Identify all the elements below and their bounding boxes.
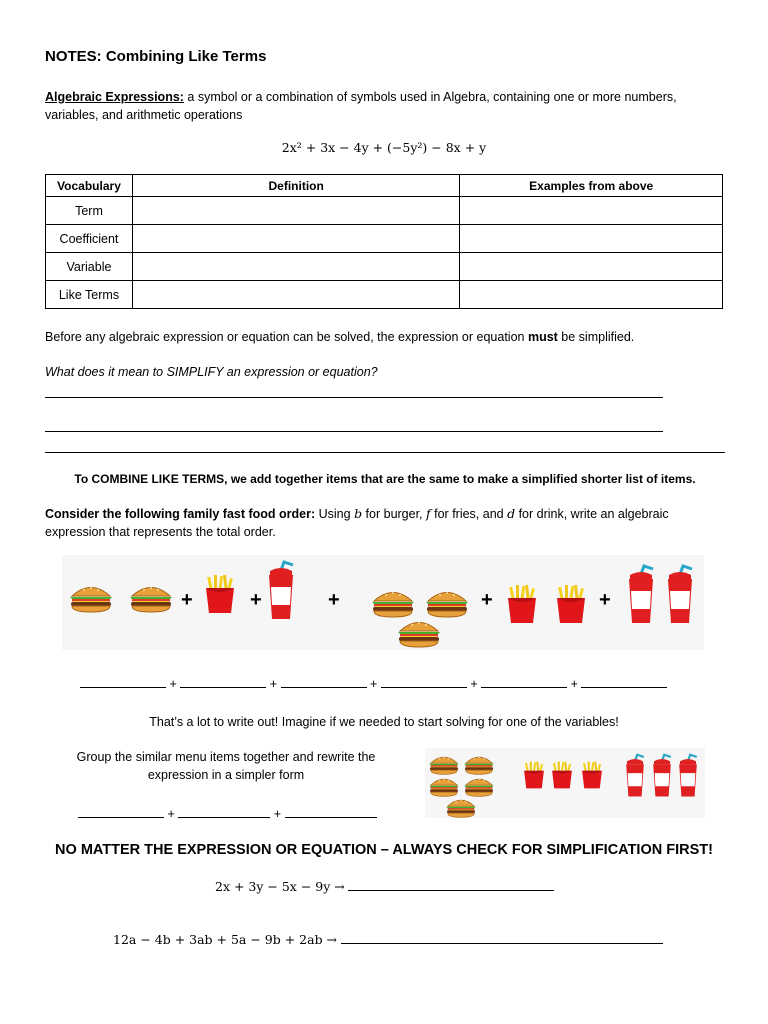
burger-icon <box>463 776 495 797</box>
drink-icon <box>626 562 656 628</box>
lot-to-write-text: That’s a lot to write out! Imagine if we needed to start solving for one of the variables! <box>149 715 619 729</box>
definition-cell[interactable] <box>132 253 459 281</box>
table-header-row <box>46 175 723 197</box>
vocabulary-term: Variable <box>46 253 133 281</box>
drink-icon <box>677 752 699 800</box>
prompt-text: Using <box>315 507 355 521</box>
prompt-text: for burger, <box>362 507 427 521</box>
answer-blank[interactable] <box>281 687 367 688</box>
answer-blank[interactable] <box>180 687 266 688</box>
fries-icon <box>554 583 588 625</box>
fast-food-prompt <box>45 505 725 541</box>
burger-icon <box>128 583 174 613</box>
burger-icon <box>428 754 460 775</box>
answer-blank[interactable] <box>381 687 467 688</box>
burger-icon <box>396 618 442 648</box>
plus-sign: + <box>599 589 611 611</box>
table-row <box>46 281 723 309</box>
group-instruction: Group the similar menu items together and rewrite the expression in a simpler form <box>76 750 376 782</box>
answer-blank[interactable] <box>178 817 270 818</box>
simplification-reminder: NO MATTER THE EXPRESSION OR EQUATION – ALWAYS CHECK FOR SIMPLIFICATION FIRST! <box>55 842 713 858</box>
simplify-question: What does it mean to SIMPLIFY an expression or equation? <box>45 365 378 379</box>
fries-icon <box>580 760 604 790</box>
algebraic-expressions-text: a symbol or a combination of symbols used in Algebra, containing one or more numbers, variables, and arithmetic operations <box>45 90 677 122</box>
plus-sign: + <box>470 677 478 691</box>
answer-row <box>80 675 667 693</box>
answer-line[interactable] <box>45 397 663 398</box>
problem-1 <box>215 878 554 896</box>
burger-icon <box>370 588 416 618</box>
column-header: Examples from above <box>460 175 723 197</box>
table-row <box>46 197 723 225</box>
fries-icon <box>203 573 237 615</box>
plus-sign: + <box>570 677 578 691</box>
combine-heading: To COMBINE LIKE TERMS, we add together items that are the same to make a simplified shorter list of items. <box>74 472 696 486</box>
answer-blank[interactable] <box>80 687 166 688</box>
problem-expression: 2x + 3y − 5x − 9y → <box>215 879 345 894</box>
plus-sign: + <box>269 677 278 691</box>
burger-icon <box>428 776 460 797</box>
burger-icon <box>68 583 114 613</box>
answer-blank[interactable] <box>341 943 663 944</box>
answer-blank[interactable] <box>285 817 377 818</box>
answer-line[interactable] <box>45 431 663 432</box>
variable-b: b <box>354 506 363 521</box>
vocabulary-table <box>45 174 723 309</box>
fries-icon <box>522 760 546 790</box>
column-header: Definition <box>132 175 459 197</box>
prompt-text: for fries, and <box>430 507 508 521</box>
answer-blank[interactable] <box>348 890 554 891</box>
example-cell[interactable] <box>460 225 723 253</box>
plus-sign: + <box>328 589 340 611</box>
prompt-text: for drink, write an algebraic expression that represents the total order. <box>45 507 669 539</box>
plus-sign: + <box>181 589 193 611</box>
section-divider <box>45 452 725 453</box>
example-cell[interactable] <box>460 197 723 225</box>
plus-sign: + <box>169 677 177 691</box>
table-row <box>46 225 723 253</box>
simplify-statement <box>45 328 725 346</box>
simplified-answer-row <box>78 805 377 823</box>
plus-sign: + <box>273 807 282 821</box>
vocabulary-term: Coefficient <box>46 225 133 253</box>
page-title: NOTES: Combining Like Terms <box>45 48 267 65</box>
vocabulary-term: Like Terms <box>46 281 133 309</box>
simplify-text: Before any algebraic expression or equation can be solved, the expression or equation <box>45 330 528 344</box>
example-cell[interactable] <box>460 281 723 309</box>
must-emphasis: must <box>527 330 558 344</box>
algebraic-expressions-label: Algebraic Expressions: <box>45 90 184 104</box>
definition-cell[interactable] <box>132 225 459 253</box>
problem-expression: 12a − 4b + 3ab + 5a − 9b + 2ab → <box>113 932 338 947</box>
fries-icon <box>550 760 574 790</box>
table-row <box>46 253 723 281</box>
drink-icon <box>624 752 646 800</box>
fries-icon <box>505 583 539 625</box>
example-cell[interactable] <box>460 253 723 281</box>
vocabulary-term: Term <box>46 197 133 225</box>
algebraic-expressions-definition <box>45 88 725 124</box>
burger-icon <box>445 797 477 818</box>
problem-2 <box>113 931 663 949</box>
plus-sign: + <box>370 677 378 691</box>
answer-blank[interactable] <box>481 687 567 688</box>
prompt-bold: Consider the following family fast food order: <box>45 507 316 521</box>
simplify-text-end: be simplified. <box>557 330 635 344</box>
burger-icon <box>424 588 470 618</box>
definition-cell[interactable] <box>132 281 459 309</box>
definition-cell[interactable] <box>132 197 459 225</box>
plus-sign: + <box>250 589 262 611</box>
answer-blank[interactable] <box>78 817 164 818</box>
plus-sign: + <box>481 589 493 611</box>
drink-icon <box>665 562 695 628</box>
example-expression: 2x² + 3x − 4y + (−5y²) − 8x + y <box>281 140 487 155</box>
drink-icon <box>266 560 296 622</box>
column-header: Vocabulary <box>46 175 133 197</box>
variable-f: f <box>426 506 431 521</box>
variable-d: d <box>507 506 516 521</box>
burger-icon <box>463 754 495 775</box>
answer-blank[interactable] <box>581 687 667 688</box>
plus-sign: + <box>167 807 175 821</box>
drink-icon <box>651 752 673 800</box>
